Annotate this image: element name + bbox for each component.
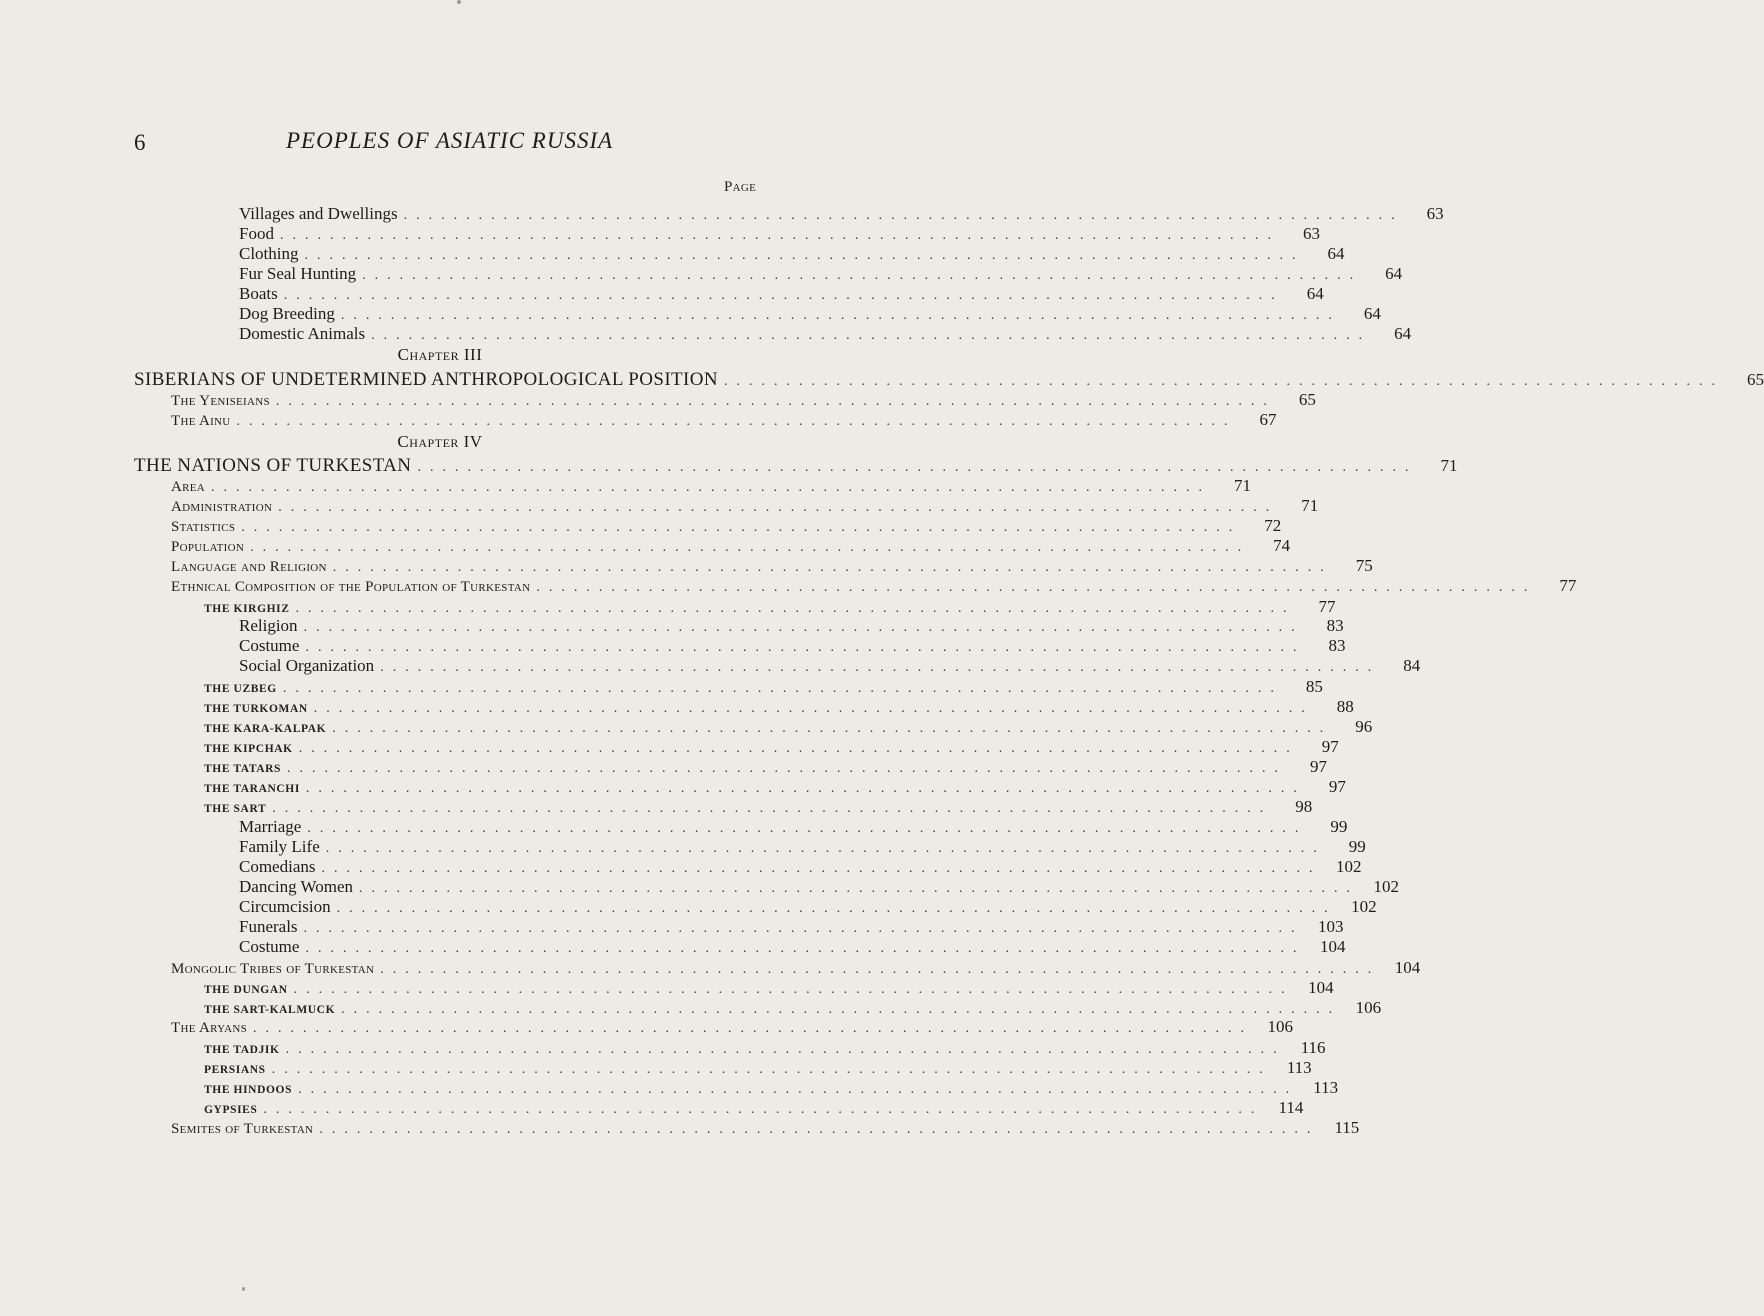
toc-entry-page-number: 102 [1336,857,1362,876]
toc-entry-title: Circumcision [239,897,331,916]
toc-entry-title: The Yeniseians [171,393,270,409]
toc-entry-page-number: 64 [1363,304,1381,323]
dot-leader: ................................................................................ [304,248,1305,263]
toc-entry-sart-kalmuck[interactable] [204,998,1382,1018]
toc-entry-title: Comedians [239,857,316,876]
toc-entry-page-number: 104 [1308,978,1334,997]
dot-leader: ................................................................................ [341,1002,1342,1017]
toc-entry-population[interactable] [171,536,1291,556]
dot-leader: ................................................................................ [536,580,1537,595]
dot-leader: ................................................................................ [211,480,1212,495]
dot-leader: ................................................................................ [321,861,1322,876]
toc-entry-title: Funerals [239,917,298,936]
toc-entry-title: THE KARA-KALPAK [204,723,327,735]
dot-leader: ................................................................................ [253,1021,1254,1036]
toc-entry-page-number: 97 [1328,777,1346,796]
toc-entry-page-number: 104 [1319,937,1346,956]
toc-entry-title: Language and Religion [171,559,327,575]
toc-entry-page-number: 71 [1234,476,1252,495]
dot-leader: ................................................................................ [279,228,1280,243]
dot-leader: ................................................................................ [319,1122,1320,1137]
toc-entry-title: THE KIPCHAK [204,743,293,755]
toc-entry-statistics[interactable] [171,516,1282,536]
toc-entry-hindoos[interactable] [204,1078,1339,1098]
toc-entry-kirghiz[interactable] [204,597,1336,617]
toc-entry-circumcision[interactable] [239,897,1377,917]
toc-entry-page-number: 113 [1286,1058,1312,1077]
toc-entry-title: THE UZBEG [204,683,277,695]
dot-leader: ................................................................................ [305,781,1306,796]
dot-leader: ................................................................................ [380,660,1381,675]
dot-leader: ................................................................................ [417,460,1418,475]
toc-entry-title: Family Life [239,837,320,856]
toc-entry-title: SIBERIANS OF UNDETERMINED ANTHROPOLOGICAL POSITION [134,369,719,390]
toc-entry-page-number: 106 [1355,998,1382,1017]
dot-leader: ................................................................................ [298,1082,1299,1097]
toc-entry-title: The Ainu [171,413,231,429]
page-column-label: Page [724,179,757,195]
toc-entry-title: Dancing Women [239,877,353,896]
toc-entry-page-number: 84 [1403,656,1421,675]
dot-leader: ................................................................................ [298,741,1299,756]
toc-entry-fur-seal[interactable] [239,264,1403,284]
toc-entry-page-number: 104 [1394,958,1421,977]
toc-entry-title: THE DUNGAN [204,984,288,996]
toc-entry-page-number: 64 [1385,264,1403,283]
toc-entry-page-number: 77 [1318,597,1336,616]
toc-entry-title: Costume [239,636,300,655]
toc-entry-title: THE KIRGHIZ [204,603,290,615]
toc-entry-dog-breeding[interactable] [239,304,1381,324]
toc-entry-uzbeg[interactable] [204,677,1323,697]
dot-leader: ................................................................................ [403,208,1404,223]
toc-entry-administration[interactable] [171,496,1319,516]
dot-leader: ................................................................................ [359,881,1359,896]
toc-entry-tadjik[interactable] [204,1038,1326,1058]
toc-entry-title: THE TARANCHI [204,783,300,795]
toc-entry-page-number: 63 [1426,204,1444,223]
toc-entry-title: THE TADJIK [204,1044,280,1056]
toc-entry-page-number: 106 [1267,1017,1294,1036]
dot-leader: ................................................................................ [325,841,1326,856]
page-number: 6 [134,130,146,155]
toc-entry-page-number: 72 [1264,516,1282,535]
dot-leader: ................................................................................ [293,982,1294,997]
toc-entry-page-number: 98 [1295,797,1313,816]
dot-leader: ................................................................................ [362,268,1363,283]
toc-entry-page-number: 64 [1306,284,1324,303]
toc-entry-page-number: 65 [1298,390,1316,409]
dot-leader: ................................................................................ [303,620,1304,635]
toc-entry-boats[interactable] [239,284,1324,304]
toc-entry-title: THE NATIONS OF TURKESTAN [134,455,412,476]
toc-entry-title: Dog Breeding [239,304,335,323]
toc-entry-gypsies[interactable] [204,1098,1304,1118]
toc-entry-area[interactable] [171,476,1252,496]
toc-entry-persians[interactable] [204,1058,1312,1078]
toc-entry-page-number: 113 [1313,1078,1339,1097]
toc-entry-page-number: 97 [1321,737,1339,756]
toc-entry-page-number: 71 [1440,456,1458,475]
toc-entry-title: THE SART-KALMUCK [204,1004,336,1016]
dot-leader: ................................................................................ [305,941,1306,956]
toc-entry-villages[interactable] [239,204,1444,224]
toc-entry-title: Area [171,479,206,495]
dot-leader: ................................................................................ [250,540,1251,555]
toc-entry-page-number: 85 [1305,677,1323,696]
toc-entry-turkoman[interactable] [204,697,1354,717]
toc-entry-page-number: 64 [1327,244,1345,263]
toc-entry-language[interactable] [171,556,1373,576]
toc-entry-title: Boats [239,284,278,303]
toc-entry-sart[interactable] [204,797,1313,817]
dot-leader: ................................................................................ [275,394,1276,409]
dot-leader: ................................................................................ [282,681,1283,696]
toc-entry-page-number: 83 [1328,636,1346,655]
dot-leader: ................................................................................ [340,308,1341,323]
toc-entry-ethnical[interactable] [171,576,1577,596]
toc-entry-page-number: 102 [1351,897,1377,916]
dot-leader: ................................................................................ [278,500,1279,515]
toc-entry-page-number: 65 [1747,370,1764,389]
toc-entry-page-number: 115 [1334,1118,1360,1137]
toc-entry-page-number: 75 [1355,556,1373,575]
toc-entry-clothing[interactable] [239,244,1345,264]
toc-entry-title: Mongolic Tribes of Turkestan [171,961,375,977]
toc-entry-dungan[interactable] [204,978,1334,998]
toc-entry-title: PERSIANS [204,1064,266,1076]
dot-leader: ................................................................................ [241,520,1242,535]
toc-entry-mongolic[interactable] [171,958,1421,978]
dot-leader: ................................................................................ [303,921,1304,936]
toc-entry-title: THE HINDOOS [204,1084,293,1096]
toc-entry-page-number: 71 [1301,496,1319,515]
toc-entry-title: THE TURKOMAN [204,703,308,715]
toc-entry-ainu[interactable] [171,410,1277,430]
toc-entry-page-number: 99 [1348,837,1366,856]
toc-entry-title: Villages and Dwellings [239,204,398,223]
toc-entry-title: Administration [171,499,273,515]
toc-entry-dancing-women[interactable] [239,877,1399,897]
toc-entry-title: Domestic Animals [239,324,366,343]
toc-entry-taranchi[interactable] [204,777,1346,797]
dot-leader: ................................................................................ [307,821,1308,836]
toc-entry-funerals[interactable] [239,917,1344,937]
toc-entry-yeniseians[interactable] [171,390,1316,410]
toc-entry-page-number: 102 [1373,877,1399,896]
toc-entry-social-org[interactable] [239,656,1421,676]
toc-entry-page-number: 77 [1559,576,1577,595]
toc-entry-title: Social Organization [239,656,375,675]
toc-entry-page-number: 99 [1330,817,1348,836]
toc-entry-title: Semites of Turkestan [171,1121,314,1137]
dot-leader: ................................................................................ [371,328,1372,343]
toc-entry-page-number: 116 [1300,1038,1326,1057]
page-header [0,128,809,160]
toc-entry-page-number: 97 [1310,757,1328,776]
toc-entry-title: Fur Seal Hunting [239,264,357,283]
dot-leader: ................................................................................ [287,761,1288,776]
toc-entry-title: Marriage [239,817,302,836]
toc-entry-title: THE TATARS [204,763,282,775]
toc-entry-title: GYPSIES [204,1104,258,1116]
toc-entry-page-number: 67 [1259,410,1277,429]
dot-leader: ................................................................................ [313,701,1314,716]
toc-entry-semites[interactable] [171,1118,1360,1138]
toc-entry-food[interactable] [239,224,1320,244]
dot-leader: ................................................................................ [305,640,1306,655]
toc-entry-comedians[interactable] [239,857,1362,877]
toc-entry-title: Clothing [239,244,299,263]
toc-entry-aryans[interactable] [171,1017,1294,1037]
toc-entry-page-number: 63 [1302,224,1320,243]
dot-leader: ................................................................................ [336,901,1337,916]
dot-leader: ................................................................................ [283,288,1284,303]
dot-leader: ................................................................................ [285,1042,1286,1057]
toc-entry-siberians[interactable] [134,369,1764,390]
dot-leader: ................................................................................ [271,1062,1272,1077]
scan-speck [242,1287,245,1291]
toc-entry-title: Religion [239,616,298,635]
toc-entry-kara-kalpak[interactable] [204,717,1373,737]
dot-leader: ................................................................................ [236,414,1237,429]
toc-entry-page-number: 74 [1273,536,1291,555]
toc-entry-title: Food [239,224,274,243]
toc-entry-nations-turkestan[interactable] [134,455,1458,476]
toc-entry-costume-1[interactable] [239,636,1346,656]
toc-entry-title: Costume [239,937,300,956]
toc-entry-domestic-animals[interactable] [239,324,1412,344]
dot-leader: ................................................................................ [332,721,1333,736]
toc-entry-page-number: 103 [1318,917,1344,936]
dot-leader: ................................................................................ [724,374,1725,389]
toc-entry-title: THE SART [204,803,267,815]
toc-entry-costume-2[interactable] [239,937,1346,957]
toc-entry-family-life[interactable] [239,837,1366,857]
toc-entry-page-number: 64 [1394,324,1412,343]
toc-entry-title: Statistics [171,519,236,535]
toc-entry-title: The Aryans [171,1020,248,1036]
dot-leader: ................................................................................ [380,962,1381,977]
running-title: PEOPLES OF ASIATIC RUSSIA [286,128,614,153]
chapter-heading-chapter-4: Chapter IV [397,432,483,451]
toc-entry-title: Population [171,539,245,555]
toc-entry-title: Ethnical Composition of the Population of Turkestan [171,579,531,595]
toc-entry-kipchak[interactable] [204,737,1339,757]
toc-entry-religion[interactable] [239,616,1344,636]
toc-entry-tatars[interactable] [204,757,1328,777]
toc-entry-page-number: 114 [1278,1098,1304,1117]
chapter-heading-chapter-3: Chapter III [397,345,483,364]
toc-entry-page-number: 83 [1326,616,1344,635]
dot-leader: ................................................................................ [263,1102,1264,1117]
toc-entry-page-number: 96 [1355,717,1373,736]
dot-leader: ................................................................................ [272,801,1273,816]
toc-entry-page-number: 88 [1336,697,1354,716]
toc-entry-marriage[interactable] [239,817,1348,837]
scan-speck [457,0,461,4]
dot-leader: ................................................................................ [295,601,1296,616]
dot-leader: ................................................................................ [332,560,1333,575]
